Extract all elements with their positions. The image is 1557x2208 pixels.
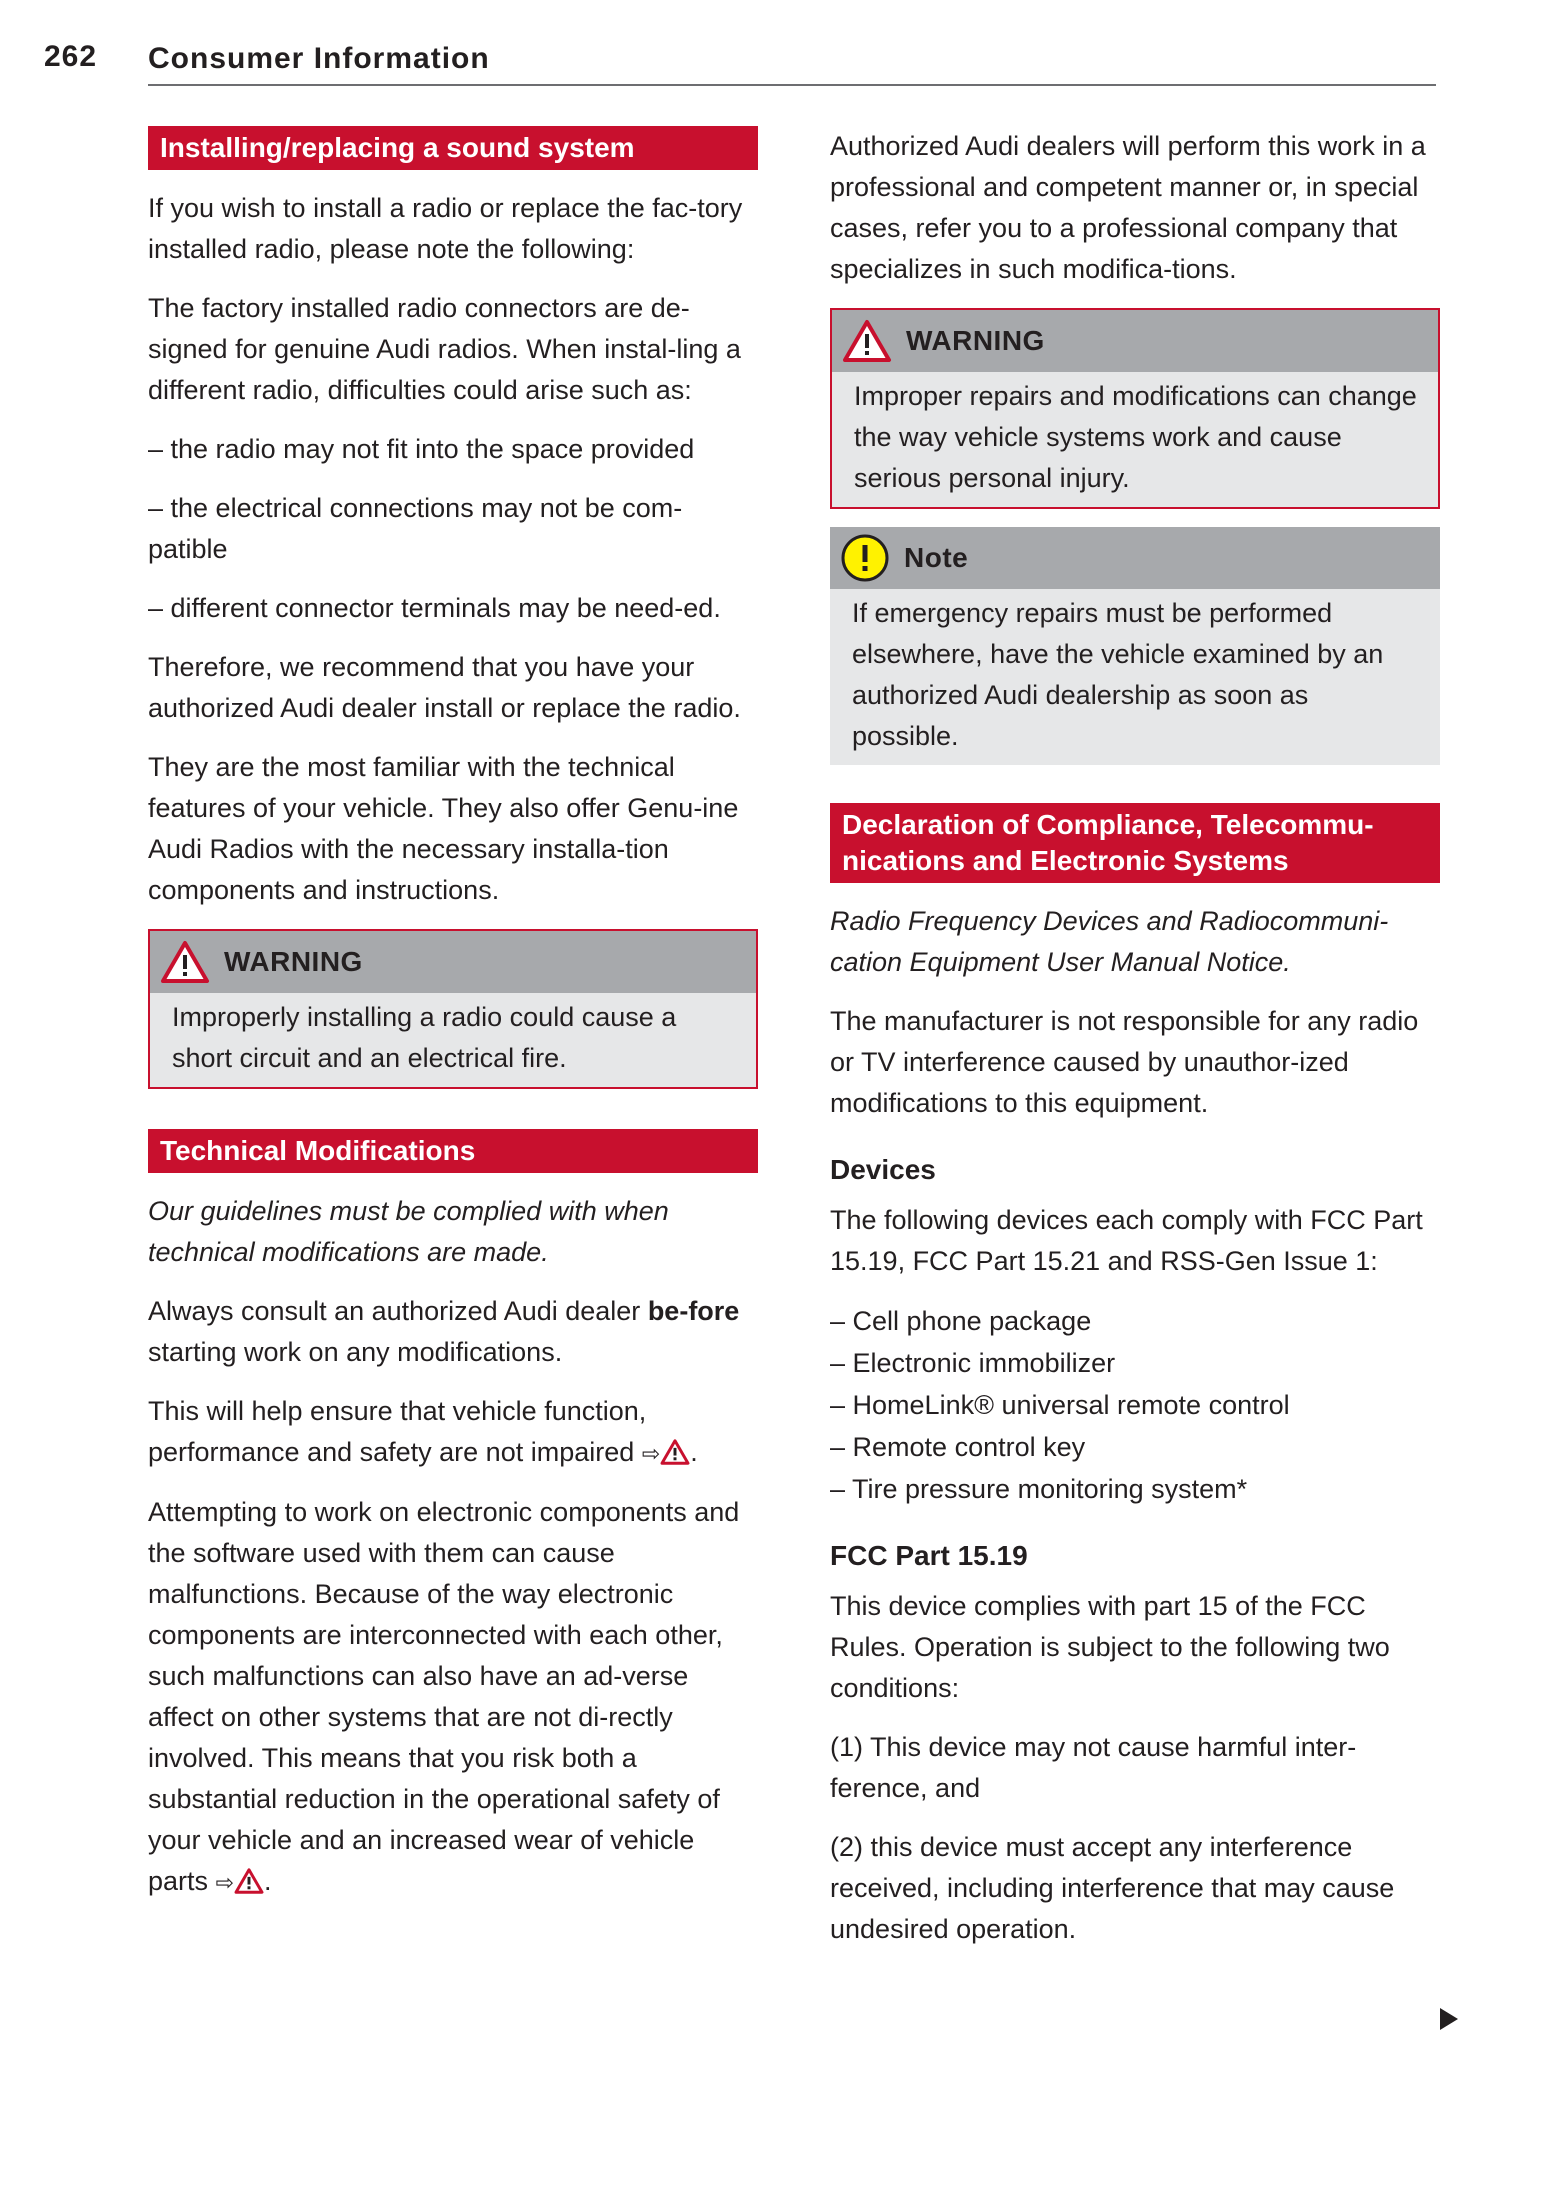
paragraph: Always consult an authorized Audi dealer be-fore starting work on any modifications. — [148, 1296, 740, 1367]
note-box-header — [830, 527, 1440, 589]
paragraph: (2) this device must accept any interference received, including interference that may cause undesired operation. — [830, 1832, 1395, 1944]
next-page-arrow-icon[interactable] — [1440, 2008, 1458, 2030]
list-item: – HomeLink® universal remote control — [830, 1384, 1440, 1426]
note-text: If emergency repairs must be performed elsewhere, have the vehicle examined by an authorized Audi dealership as soon as possible. — [852, 598, 1384, 751]
devices-heading: Devices — [830, 1154, 936, 1185]
list-item: – the electrical connections may not be com-patible — [148, 493, 683, 564]
paragraph: Attempting to work on electronic components and the software used with them can cause malfunctions. Because of the way electronic components are interconnected with each other, such malfunctions can also have an ad-verse affect on other systems that are not di-rectly involved. This means that you risk both a substantial reduction in the operational safety of your vehicle and an increased wear of vehicle parts ⇨ . — [148, 1497, 740, 1896]
paragraph: Authorized Audi dealers will perform this work in a professional and competent manner or, in special cases, refer you to a professional company that specializes in such modifica-tions. — [830, 131, 1426, 284]
warning-title: WARNING — [906, 325, 1045, 356]
warning-triangle-icon — [234, 1868, 264, 1894]
paragraph: If you wish to install a radio or replace the fac-tory installed radio, please note the following: — [148, 193, 743, 264]
list-item: – Cell phone package — [830, 1300, 1440, 1342]
devices-list — [830, 1300, 1440, 1510]
list-item: – Tire pressure monitoring system* — [830, 1468, 1440, 1510]
list-item: – the radio may not fit into the space provided — [148, 434, 695, 464]
warning-box-radio — [148, 929, 758, 1089]
technical-modifications-heading: Technical Modifications — [148, 1129, 758, 1173]
paragraph: (1) This device may not cause harmful inter-ference, and — [830, 1732, 1357, 1803]
page-number: 262 — [44, 40, 98, 73]
fcc-heading: FCC Part 15.19 — [830, 1540, 1028, 1571]
paragraph: This device complies with part 15 of the FCC Rules. Operation is subject to the following two conditions: — [830, 1591, 1390, 1703]
warning-box-repairs — [830, 308, 1440, 509]
exclamation-circle-icon — [840, 533, 890, 583]
paragraph: The following devices each comply with FCC Part 15.19, FCC Part 15.21 and RSS-Gen Issue 1: — [830, 1205, 1423, 1276]
cross-reference-arrow-icon: ⇨ — [215, 1870, 234, 1895]
warning-triangle-icon — [842, 319, 892, 363]
sound-system-heading: Installing/replacing a sound system — [148, 126, 758, 170]
section-title: Consumer Information — [148, 42, 490, 75]
list-item: – Remote control key — [830, 1426, 1440, 1468]
note-title: Note — [904, 542, 969, 573]
paragraph: They are the most familiar with the technical features of your vehicle. They also offer Genu-ine Audi Radios with the necessary installa-tion components and instructions. — [148, 752, 739, 905]
paragraph: Therefore, we recommend that you have your authorized Audi dealer install or replace the radio. — [148, 652, 741, 723]
warning-triangle-icon — [660, 1439, 690, 1465]
paragraph: The factory installed radio connectors are de-signed for genuine Audi radios. When instal-ling a different radio, difficulties could arise such as: — [148, 293, 741, 405]
paragraph: Radio Frequency Devices and Radiocommuni-cation Equipment User Manual Notice. — [830, 906, 1389, 977]
cross-reference-arrow-icon: ⇨ — [641, 1441, 661, 1466]
warning-text: Improper repairs and modifications can change the way vehicle systems work and cause serious personal injury. — [854, 381, 1417, 493]
declaration-heading: Declaration of Compliance, Telecommu-nications and Electronic Systems — [830, 803, 1440, 883]
list-item: – Electronic immobilizer — [830, 1342, 1440, 1384]
header-rule — [148, 84, 1436, 86]
warning-title: WARNING — [224, 946, 363, 977]
list-item: – different connector terminals may be need-ed. — [148, 593, 721, 623]
paragraph: Our guidelines must be complied with when technical modifications are made. — [148, 1196, 669, 1267]
left-column — [148, 126, 758, 1921]
note-box — [830, 527, 1440, 765]
warning-box-header — [150, 931, 756, 993]
warning-triangle-icon — [160, 940, 210, 984]
page-header — [44, 40, 1444, 84]
paragraph: This will help ensure that vehicle function, performance and safety are not impaired ⇨ . — [148, 1396, 698, 1467]
paragraph: The manufacturer is not responsible for any radio or TV interference caused by unauthor-ized modifications to this equipment. — [830, 1006, 1419, 1118]
warning-text: Improperly installing a radio could cause a short circuit and an electrical fire. — [172, 1002, 677, 1073]
warning-box-header — [832, 310, 1438, 372]
right-column — [830, 126, 1440, 1968]
